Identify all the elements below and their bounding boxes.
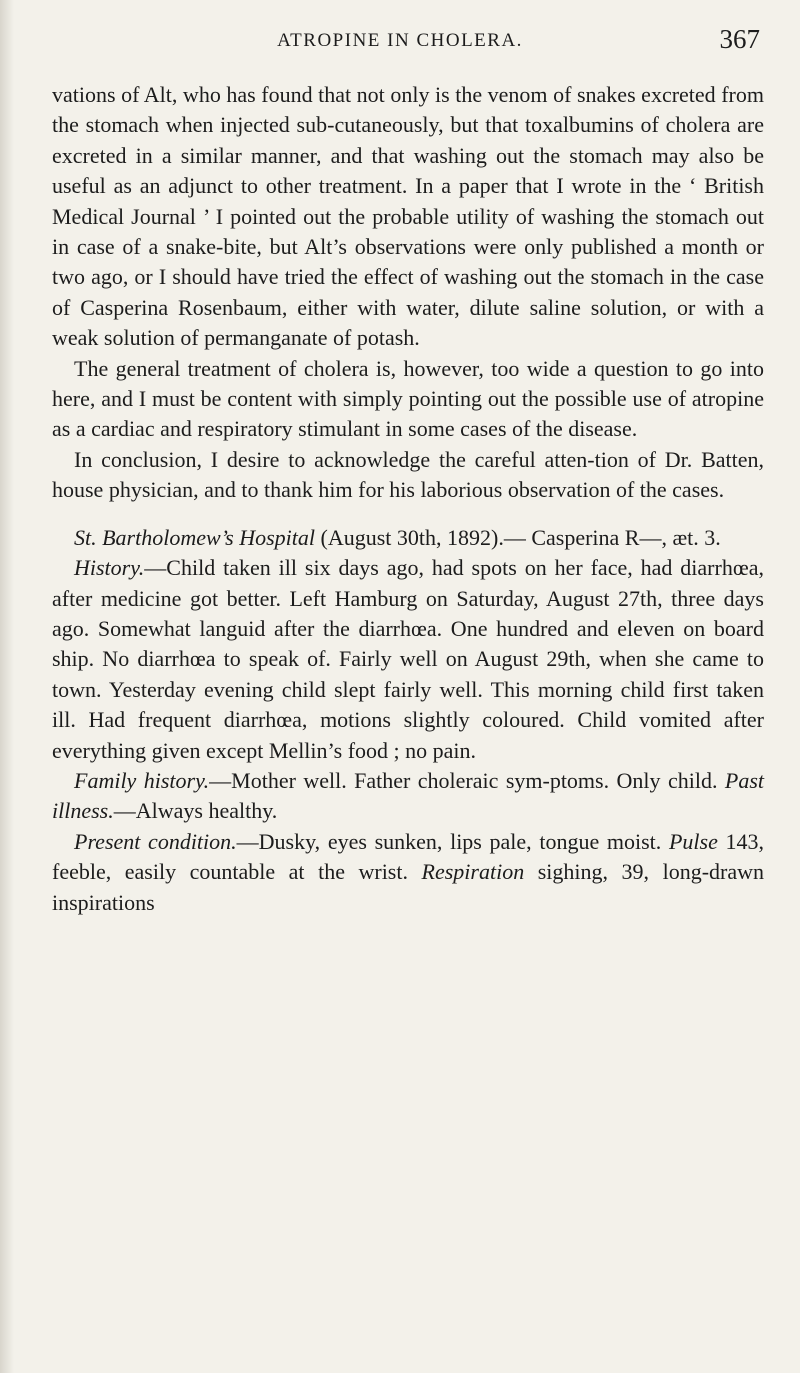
respiration-label: Respiration [421,859,525,885]
past-illness-text: —Always healthy. [113,798,278,824]
paragraph-family-history [52,766,764,827]
paragraph-continuation: vations of Alt, who has found that not only is the venom of snakes excreted from the stomach when injected sub-cutaneously, but that toxalbumins of cholera are excreted in a similar manner, and that washing out the stomach may also be useful as an adjunct to other treatment. In a paper that I wrote in the ‘ British Medical Journal ’ I pointed out the probable utility of washing the stomach out in case of a snake-bite, but Alt’s observations were only published a month or two ago, or I should have tried the effect of washing out the stomach in the case of Casperina Rosenbaum, either with water, dilute saline solution, or with a weak solution of permanganate of potash. [52,82,764,351]
respiration-text: sighing, 39, long-drawn inspirations [52,859,765,915]
past-illness-label: Past illness. [52,767,765,824]
family-history-label: Family history. [74,767,210,793]
paragraph-general-treatment: The general treatment of cholera is, however, too wide a question to go into here, and I must be content with simply pointing out the possible use of atropine as a cardiac and respiratory stimulant in some cases of the disease. [52,355,764,442]
paragraph-conclusion: In conclusion, I desire to acknowledge the careful atten-tion of Dr. Batten, house physician, and to thank him for his laborious observation of the cases. [52,446,764,503]
page-header [0,24,800,60]
pulse-label: Pulse [668,828,718,854]
history-label: History. [74,555,145,581]
present-condition-label: Present condition. [74,828,237,854]
paragraph-history [52,553,764,766]
present-condition-text: —Dusky, eyes sunken, lips pale, tongue moist. [236,828,669,854]
case-heading [52,523,764,553]
page-gutter-shadow [0,0,14,1373]
pulse-text: 143, feeble, easily countable at the wrist. [52,828,765,885]
body-text [52,80,764,918]
page-number: 367 [719,24,760,54]
hospital-name: St. Bartholomew’s Hospital [74,524,316,550]
case-date-patient: (August 30th, 1892).— Casperina R—, æt. 3. [315,524,721,550]
history-text: —Child taken ill six days ago, had spots on her face, had diarrhœa, after medicine got better. Left Hamburg on Saturday, August 27th, three days ago. Somewhat languid after the diarrhœa. One hundred and eleven on board ship. No diarrhœa to speak of. Fairly well on August 29th, when she came to town. Yesterday evening child slept fairly well. This morning child first taken ill. Had frequent diarrhœa, motions slightly coloured. Child vomited after everything given except Mellin’s food ; no pain. [52,555,764,763]
running-head: ATROPINE IN CHOLERA. [277,30,523,51]
family-history-text: —Mother well. Father choleraic sym-ptoms. Only child. [209,767,725,793]
paragraph-present-condition [52,827,764,918]
